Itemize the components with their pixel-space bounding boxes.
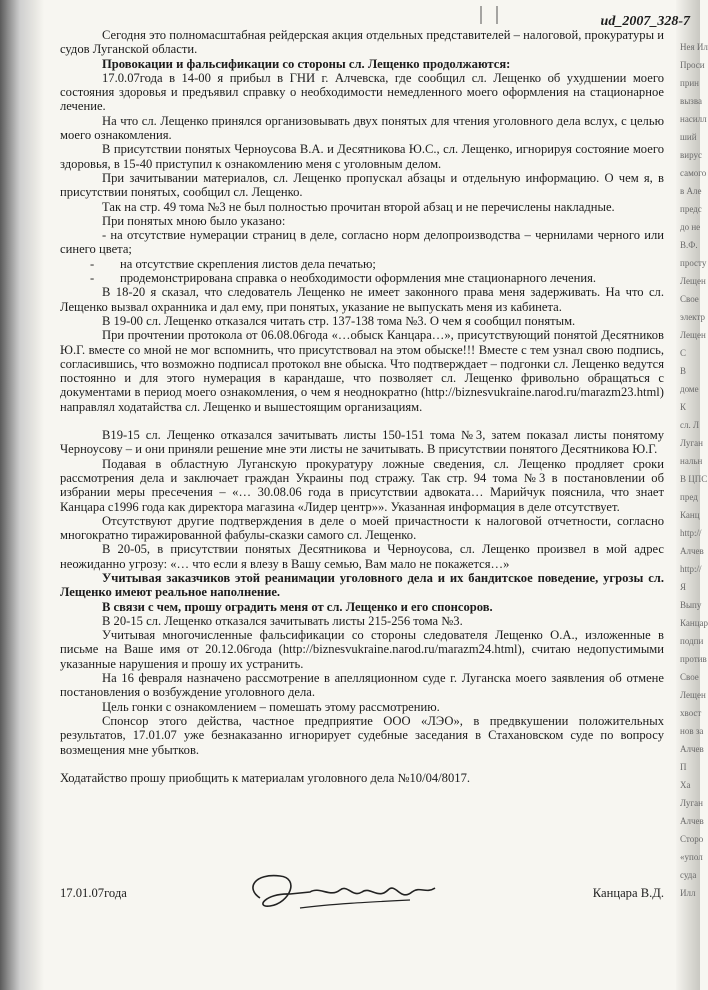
- paragraph: В 18-20 я сказал, что следователь Лещенко не имеет законного права меня задерживать. На что сл. Лещенко вызвал охранника и дал ему, при понятых, указание не выпускать меня из кабинета.: [60, 285, 664, 314]
- paragraph: Цель гонки с ознакомлением – помешать этому рассмотрению.: [102, 699, 440, 714]
- paragraph: Подавая в областную Луганскую прокуратуру ложные сведения, сл. Лещенко продляет сроки рассмотрения дела и заключает граждан Украины под стражу. Так стр. 94 тома №3 в постановлении об избрании меры пресечения – «… 30.08.06 года в присутствии адвоката… Марийчук пояснила, что знает Канцара с1996 года как директора магазина «Лидер центр»». Указанная информация в деле отсутствует.: [60, 456, 664, 514]
- adjacent-page-fragment: Свое: [680, 672, 699, 682]
- adjacent-page-fragment: самого: [680, 168, 707, 178]
- adjacent-page-fragment: Канц: [680, 510, 700, 520]
- adjacent-page-fragment: вирус: [680, 150, 702, 160]
- adjacent-page-fragment: Свое: [680, 294, 699, 304]
- paragraph: [60, 257, 664, 271]
- list-dash: -: [90, 256, 95, 271]
- signature-date: 17.01.07года: [60, 886, 127, 900]
- adjacent-page-fragment: «упол: [680, 852, 703, 862]
- paragraph: В связи с чем, прошу оградить меня от сл. Лещенко и его спонсоров.: [102, 599, 493, 614]
- adjacent-page-fragment: подпи: [680, 636, 704, 646]
- paragraph: - на отсутствие нумерации страниц в деле, согласно норм делопроизводства – чернилами черного или синего цвета;: [60, 228, 664, 257]
- paragraph: На 16 февраля назначено рассмотрение в апелляционном суде г. Луганска моего заявления об отмене постановления о возбуждение уголовного дела.: [60, 671, 664, 700]
- adjacent-page-fragment: пред: [680, 492, 698, 502]
- adjacent-page-fragment: предс: [680, 204, 702, 214]
- adjacent-page-fragment: до не: [680, 222, 701, 232]
- document-body: [60, 28, 664, 785]
- document-id: ud_2007_328-7: [600, 14, 690, 29]
- paragraph: Так на стр. 49 тома №3 не был полностью прочитан второй абзац и не перечислены накладные.: [102, 199, 615, 214]
- paragraph: При понятых мною было указано:: [102, 213, 286, 228]
- adjacent-page-fragment: Лещен: [680, 690, 706, 700]
- paragraph-text: на отсутствие скрепления листов дела печатью;: [120, 256, 376, 271]
- paragraph: В 20-15 сл. Лещенко отказался зачитывать листы 215-256 тома №3.: [102, 613, 463, 628]
- paragraph: Ходатайство прошу приобщить к материалам уголовного дела №10/04/8017.: [60, 770, 471, 785]
- paragraph: В19-15 сл. Лещенко отказался зачитывать листы 150-151 тома №3, затем показал листы понятому Черноусову – и они приняли решение мне эти листы не зачитывать. В присутствии понятого Десятникова Ю.Г.: [60, 428, 664, 457]
- adjacent-page-fragment: просту: [680, 258, 707, 268]
- adjacent-page-fragment: ший: [680, 132, 697, 142]
- adjacent-page-fragment: Нея Ил: [680, 42, 708, 52]
- adjacent-page-fragment: Алчев: [680, 816, 704, 826]
- list-dash: -: [90, 271, 95, 286]
- adjacent-page-fragment: В ЦПС: [680, 474, 708, 484]
- adjacent-page-fragment: насилл: [680, 114, 707, 124]
- paragraph: При зачитывании материалов, сл. Лещенко пропускал абзацы и отдельную информацию. О чем я, в присутствии понятых, сообщил сл. Лещенко.: [60, 170, 664, 200]
- adjacent-page-fragment: прин: [680, 78, 699, 88]
- adjacent-page-fragment: В: [680, 366, 687, 376]
- adjacent-page-fragment: http://: [680, 564, 702, 574]
- adjacent-page-fragment: Луган: [680, 438, 703, 448]
- document-footer: [60, 886, 664, 926]
- paragraph: На что сл. Лещенко принялся организовывать двух понятых для чтения уголовного дела вслух, с целью моего ознакомления.: [60, 113, 664, 143]
- adjacent-page-fragment: Канцар: [680, 618, 708, 628]
- paragraph-text: продемонстрирована справка о необходимости оформления мне стационарного лечения.: [120, 271, 597, 286]
- adjacent-page-fragment: П: [680, 762, 687, 772]
- adjacent-page-fragment: против: [680, 654, 707, 664]
- paragraph: Учитывая многочисленные фальсификации со стороны следователя Лещенко О.А., изложенные в письме на Ваше имя от 20.12.06года (http://biznesvukraine.narod.ru/marazm24.html), считаю недопустимыми указанные нарушения и прошу их устранить.: [60, 628, 664, 671]
- handwritten-signature: [240, 868, 440, 920]
- adjacent-page-fragment: http://: [680, 528, 702, 538]
- paragraph: Сегодня это полномасштабная рейдерская акция отдельных представителей – налоговой, прокуратуры и судов Луганской области.: [60, 28, 664, 57]
- adjacent-page-fragment: Проси: [680, 60, 705, 70]
- paragraph: [60, 271, 664, 285]
- adjacent-page-fragment: нальн: [680, 456, 703, 466]
- adjacent-page-fragment: хвост: [680, 708, 702, 718]
- adjacent-page-fragment: К: [680, 402, 687, 412]
- adjacent-page-fragment: Илл: [680, 888, 696, 898]
- paragraph: Отсутствуют другие подтверждения в деле о моей причастности к налоговой отчетности, согласно многократно тиражированной фабулы-сказки самого сл. Лещенко.: [60, 513, 664, 543]
- adjacent-page-fragment: Лещен: [680, 276, 706, 286]
- paragraph: При прочтении протокола от 06.08.06года «…обыск Канцара…», присутствующий понятой Десятников Ю.Г. вместе со мной не мог вспомнить, что присутствовал на этом обыске!!! Вместе с тем узнал свою подпись, согласившись, что возможно подписал протокол вне обыска. Что подтверждает – подгонки сл. Лещенко ведутся постоянно и для этого нумерация в карандаше, что позволяет сл. Лещенко фривольно обращаться с документами в период моего ознакомления, о чем я неоднократно (http://biznesvukraine.narod.ru/marazm23.html) направлял ходатайства сл. Лещенко и вышестоящим организациям.: [60, 328, 664, 414]
- adjacent-page-fragment: нов за: [680, 726, 704, 736]
- adjacent-page-fragment: Лещен: [680, 330, 706, 340]
- adjacent-page-fragment: вызва: [680, 96, 702, 106]
- adjacent-page-fragment: доме: [680, 384, 699, 394]
- paragraph: Провокации и фальсификации со стороны сл. Лещенко продолжаются:: [102, 56, 511, 71]
- paragraph: В 19-00 сл. Лещенко отказался читать стр. 137-138 тома №3. О чем я сообщил понятым.: [102, 313, 576, 328]
- adjacent-page-fragment: электр: [680, 312, 705, 322]
- adjacent-page-fragment: суда: [680, 870, 697, 880]
- signer-name: Канцара В.Д.: [592, 886, 664, 900]
- adjacent-page-strip: [676, 0, 708, 990]
- paragraph: 17.0.07года в 14-00 я прибыл в ГНИ г. Алчевска, где сообщил сл. Лещенко об ухудшении моего состояния здоровья и предъявил справку о необходимости немедленного моего оформления на стационарное лечение.: [60, 70, 664, 114]
- adjacent-page-fragment: сл. Л: [680, 420, 700, 430]
- paragraph: Спонсор этого действа, частное предприятие ООО «ЛЭО», в предвкушении положительных результатов, 17.01.07 уже безнаказанно игнорирует судебные заседания в Стахановском суде по вопросу возмещения мне убытков.: [60, 713, 664, 757]
- adjacent-page-fragment: Выпу: [680, 600, 702, 610]
- scan-mark: [480, 6, 498, 24]
- adjacent-page-fragment: В.Ф.: [680, 240, 698, 250]
- page-binding-shadow: [0, 0, 44, 990]
- adjacent-page-fragment: Алчев: [680, 546, 704, 556]
- paragraph: Учитывая заказчиков этой реанимации уголовного дела и их бандитское поведение, угрозы сл. Лещенко имеют реальное наполнение.: [60, 570, 664, 600]
- adjacent-page-fragment: Я: [680, 582, 687, 592]
- adjacent-page-fragment: Алчев: [680, 744, 704, 754]
- adjacent-page-fragment: Сторо: [680, 834, 704, 844]
- adjacent-page-fragment: в Але: [680, 186, 702, 196]
- adjacent-page-fragment: Ха: [680, 780, 691, 790]
- adjacent-page-fragment: Луган: [680, 798, 703, 808]
- paragraph: В 20-05, в присутствии понятых Десятникова и Черноусова, сл. Лещенко произвел в мой адрес неожиданно угрозу: «… что если я влезу в Вашу семью, Вам мало не покажется…»: [60, 542, 664, 571]
- adjacent-page-fragment: С: [680, 348, 687, 358]
- paragraph: В присутствии понятых Черноусова В.А. и Десятникова Ю.С., сл. Лещенко, игнорируя состояние моего здоровья, в 15-40 приступил к ознакомлению меня с уголовным делом.: [60, 142, 664, 171]
